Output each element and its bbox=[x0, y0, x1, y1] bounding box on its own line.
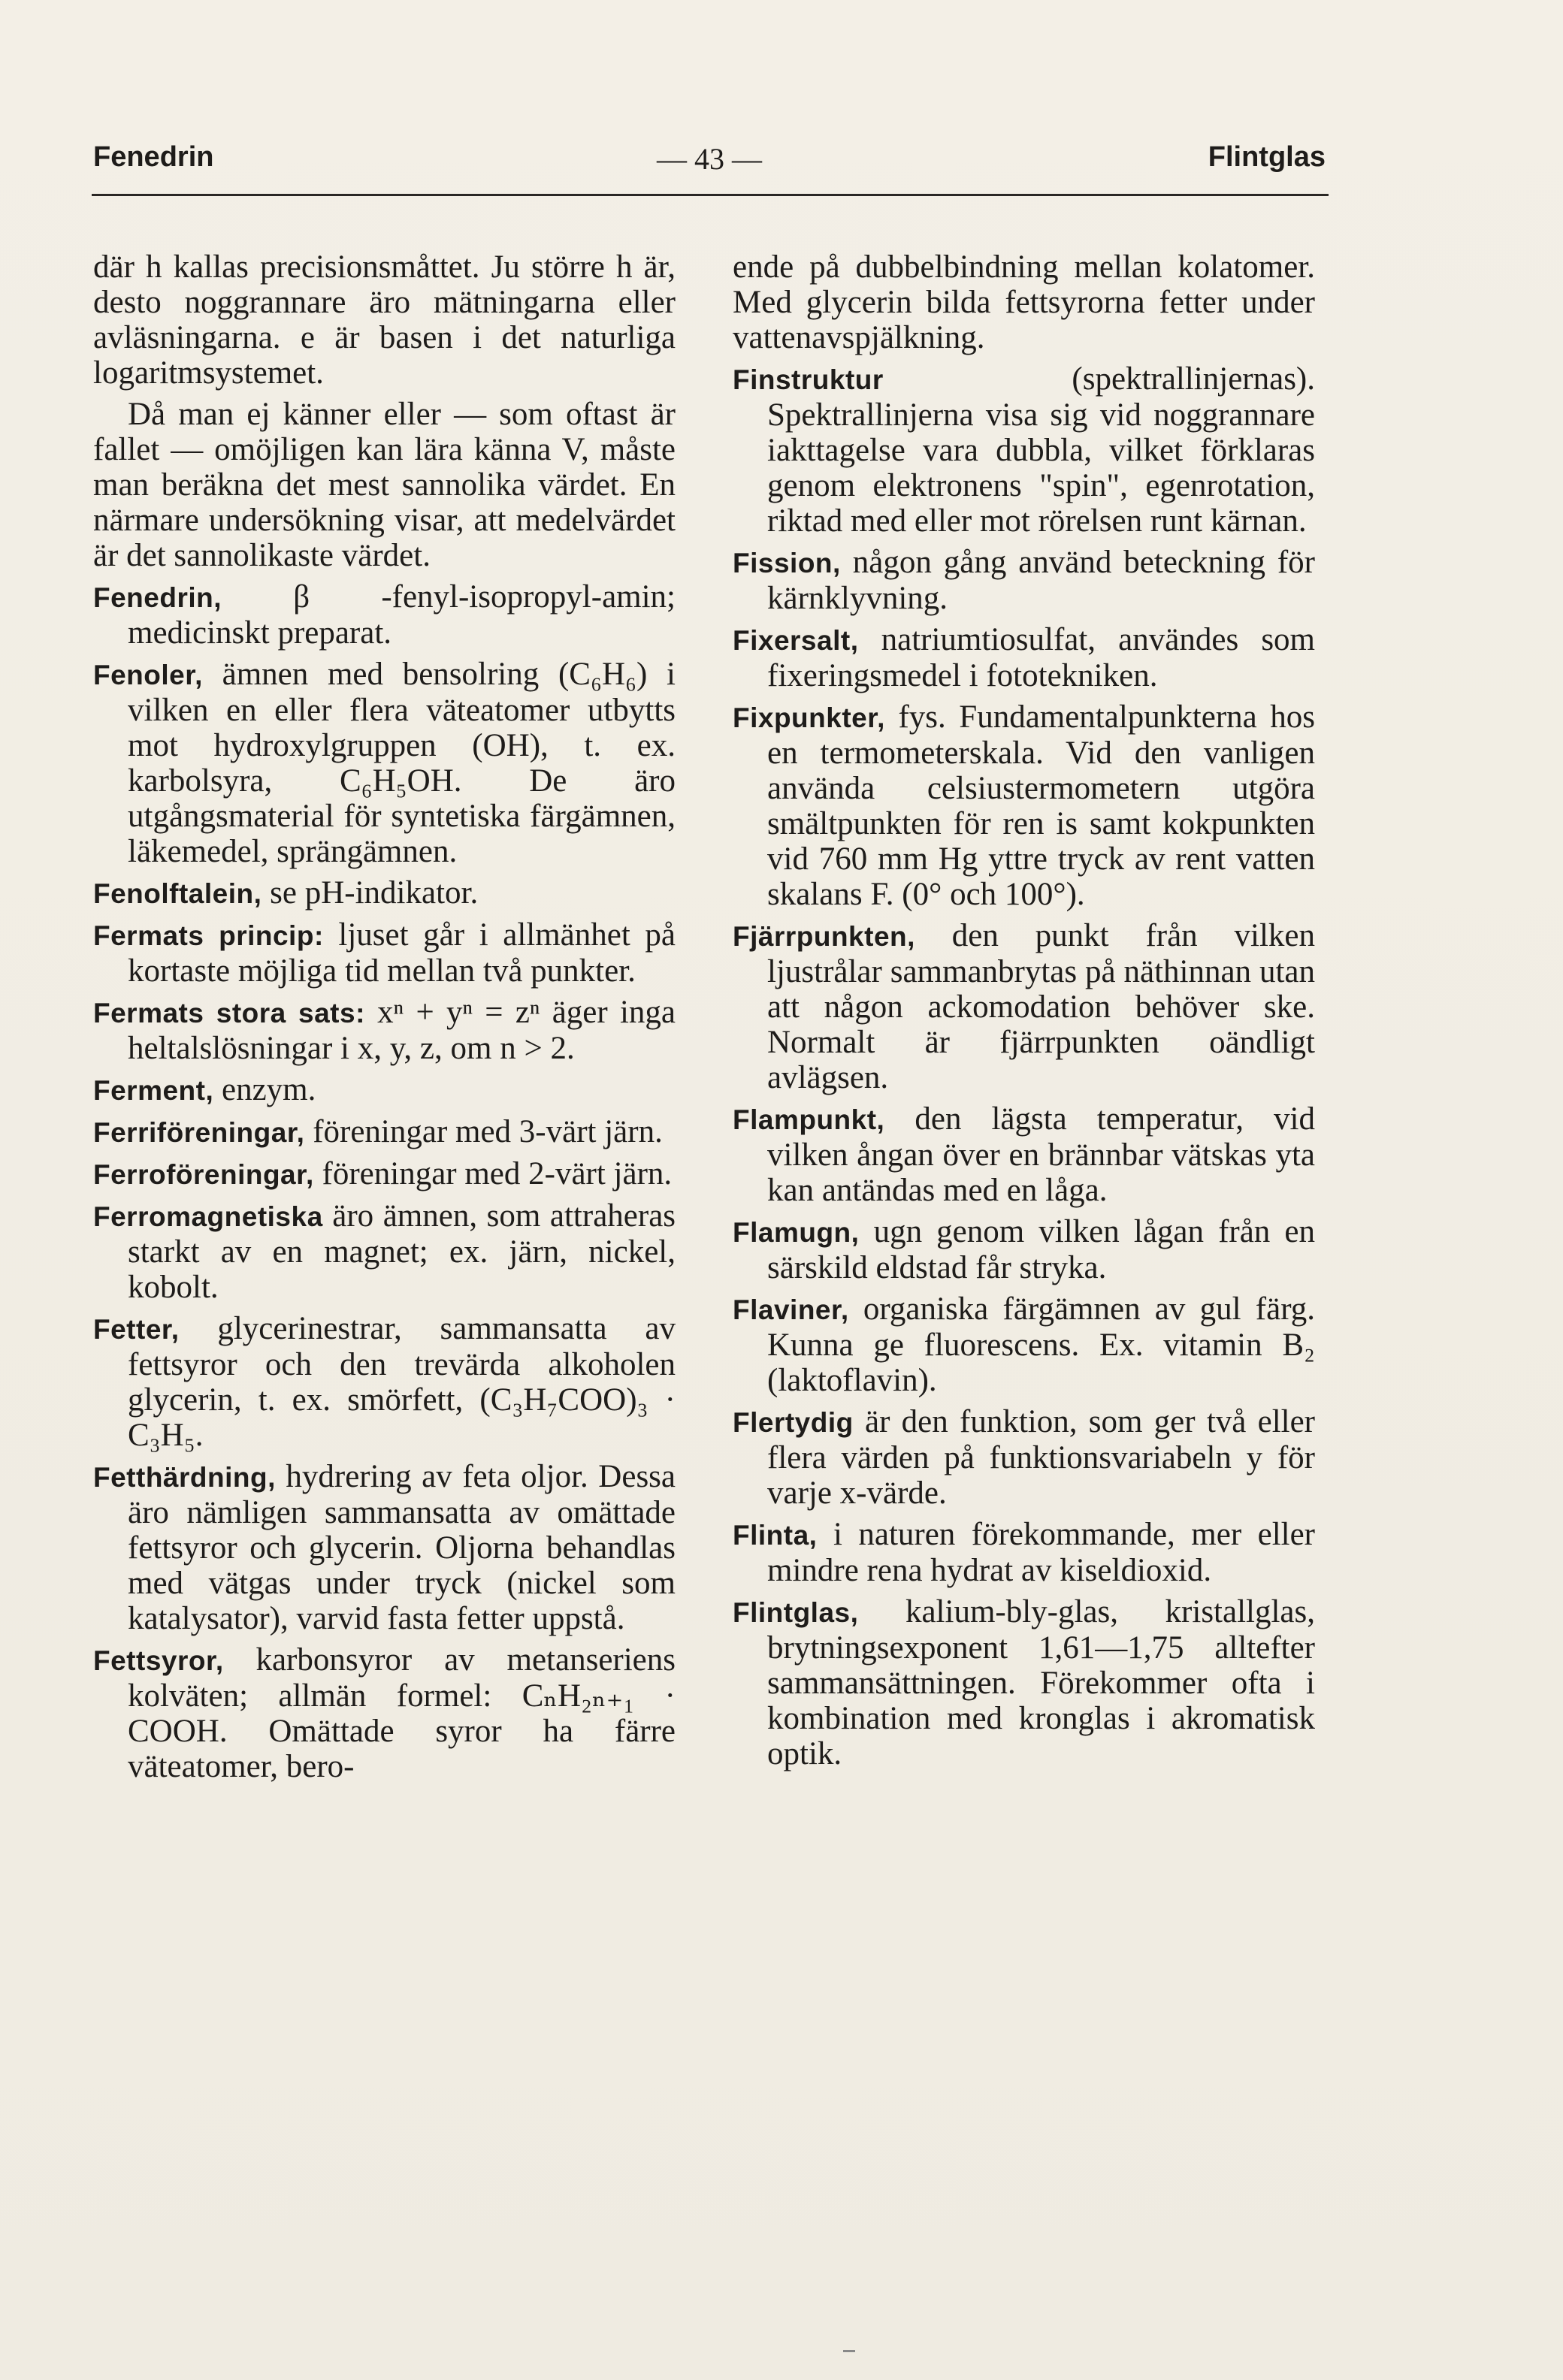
entry-ferriforeningar bbox=[93, 1114, 676, 1150]
entry-fenoler bbox=[93, 657, 676, 869]
entry-fenolftalein bbox=[93, 875, 676, 911]
header-left-guide-word: Fenedrin bbox=[93, 141, 214, 173]
entry-definition: ugn genom vilken lågan från en särskild eldstad får stryka. bbox=[767, 1214, 1315, 1285]
entry-definition: ämnen med bensolring (C₆H₆) i vilken en eller flera väteatomer utbytts mot hydroxylgruppen (OH), t. ex. karbolsyra, C₆H₅OH. De äro utgångsmaterial för syntetiska färgämnen, läkemedel, sprängämnen. bbox=[128, 657, 676, 869]
entry-term: Ferriföreningar, bbox=[93, 1117, 305, 1148]
entry-definition: föreningar med 2-värt järn. bbox=[322, 1156, 673, 1192]
entry-continuation: ende på dubbelbindning mellan kolatomer. Med glycerin bilda fettsyrorna fetter under vattenavspjälkning. bbox=[733, 249, 1315, 355]
left-column bbox=[93, 249, 676, 1790]
entry-fermats-princip bbox=[93, 917, 676, 989]
entry-definition: fys. Fundamentalpunkterna hos en termometerskala. Vid den vanligen använda celsiustermometern utgöra smältpunkten för ren is samt kokpunkten vid 760 mm Hg yttre tryck av rent vatten skalans F. (0° och 100°). bbox=[767, 699, 1315, 912]
page-number: — 43 — bbox=[657, 142, 762, 176]
entry-term: Ferroföreningar, bbox=[93, 1159, 314, 1190]
entry-ferroforeningar bbox=[93, 1156, 676, 1192]
entry-definition: någon gång använd beteckning för kärnklyvning. bbox=[767, 545, 1316, 616]
entry-definition: glycerinestrar, sammansatta av fettsyror och den trevärda alkoholen glycerin, t. ex. smörfett, (C₃H₇COO)₃ · C₃H₅. bbox=[128, 1311, 676, 1453]
entry-term: Fenoler, bbox=[93, 660, 203, 690]
entry-term: Fenedrin, bbox=[93, 582, 222, 613]
right-column bbox=[733, 249, 1315, 1777]
entry-definition: föreningar med 3-värt järn. bbox=[313, 1114, 663, 1149]
entry-definition: xⁿ + yⁿ = zⁿ äger inga heltalslösningar i x, y, z, om n > 2. bbox=[128, 995, 676, 1066]
entry-fixpunkter bbox=[733, 699, 1315, 912]
entry-definition: karbonsyror av metanseriens kolväten; allmän formel: CₙH₂ₙ₊₁ · COOH. Omättade syror ha färre väteatomer, bero- bbox=[128, 1642, 676, 1784]
entry-term: Finstruktur bbox=[733, 364, 884, 395]
entry-term: Fetter, bbox=[93, 1314, 180, 1345]
entry-definition: kalium-bly-glas, kristallglas, brytningsexponent 1,61—1,75 alltefter sammansättningen. Förekommer ofta i kombination med kronglas i akromatisk optik. bbox=[767, 1594, 1315, 1771]
entry-term: Fermats stora sats: bbox=[93, 998, 365, 1028]
entry-ferromagnetiska bbox=[93, 1198, 676, 1305]
entry-definition: (spektrallinjernas). Spektrallinjerna visa sig vid noggrannare iakttagelse vara dubbla, vilket förklaras genom elektronens "spin", egenrotation, riktad med eller mot rörelsen runt kärnan. bbox=[767, 361, 1315, 539]
entry-flintglas bbox=[733, 1594, 1315, 1771]
entry-term: Fetthärdning, bbox=[93, 1462, 276, 1493]
entry-term: Flamugn, bbox=[733, 1217, 860, 1248]
entry-ferment bbox=[93, 1072, 676, 1108]
entry-fetter bbox=[93, 1311, 676, 1453]
entry-fettsyror bbox=[93, 1642, 676, 1784]
entry-term: Ferromagnetiska bbox=[93, 1201, 323, 1232]
entry-term: Fission, bbox=[733, 548, 841, 578]
entry-term: Fettsyror, bbox=[93, 1645, 224, 1676]
entry-term: Fenolftalein, bbox=[93, 878, 262, 909]
entry-fjarrpunkten bbox=[733, 918, 1315, 1095]
entry-definition: i naturen förekommande, mer eller mindre rena hydrat av kiseldioxid. bbox=[767, 1517, 1315, 1588]
entry-definition: natriumtiosulfat, användes som fixeringsmedel i fototekniken. bbox=[767, 622, 1315, 693]
entry-paragraph: Då man ej känner eller — som oftast är fallet — omöjligen kan lära känna V, måste man beräkna det mest sannolika värdet. En närmare undersökning visar, att medelvärdet är det sannolikaste värdet. bbox=[93, 397, 676, 573]
entry-fission bbox=[733, 545, 1315, 616]
entry-definition: äro ämnen, som attraheras starkt av en magnet; ex. järn, nickel, kobolt. bbox=[128, 1198, 676, 1305]
entry-term: Flaviner, bbox=[733, 1294, 849, 1325]
print-mark bbox=[843, 2350, 855, 2352]
entry-term: Flampunkt, bbox=[733, 1104, 885, 1135]
entry-term: Fixersalt, bbox=[733, 625, 859, 656]
running-header bbox=[93, 141, 1326, 186]
entry-definition: den punkt från vilken ljustrålar sammanbrytas på näthinnan utan att någon ackomodation behöver ske. Normalt är fjärrpunkten oändligt avlägsen. bbox=[767, 918, 1315, 1095]
entry-finstruktur bbox=[733, 361, 1315, 539]
header-right-guide-word: Flintglas bbox=[1208, 141, 1326, 173]
entry-continuation: där h kallas precisionsmåttet. Ju större h är, desto noggrannare äro mätningarna eller avläsningarna. e är basen i det naturliga logaritmsystemet. bbox=[93, 249, 676, 391]
entry-flinta bbox=[733, 1517, 1315, 1588]
entry-flamugn bbox=[733, 1214, 1315, 1285]
entry-fermats-stora-sats bbox=[93, 995, 676, 1066]
header-rule bbox=[92, 194, 1329, 196]
entry-fixersalt bbox=[733, 622, 1315, 693]
entry-flaviner bbox=[733, 1291, 1315, 1398]
entry-definition: den lägsta temperatur, vid vilken ångan över en brännbar vätskas yta kan antändas med en låga. bbox=[767, 1101, 1315, 1208]
entry-term: Flertydig bbox=[733, 1407, 854, 1438]
entry-flertydig bbox=[733, 1404, 1315, 1511]
entry-definition: ljuset går i allmänhet på kortaste möjliga tid mellan två punkter. bbox=[128, 917, 676, 989]
entry-fetthardning bbox=[93, 1459, 676, 1636]
entry-definition: hydrering av feta oljor. Dessa äro nämligen sammansatta av omättade fettsyror och glycerin. Oljorna behandlas med vätgas under tryck (nickel som katalysator), varvid fasta fetter uppstå. bbox=[128, 1459, 676, 1636]
entry-definition: β -fenyl-isopropyl-amin; medicinskt preparat. bbox=[128, 579, 676, 651]
entry-definition: enzym. bbox=[222, 1072, 316, 1107]
entry-term: Flintglas, bbox=[733, 1597, 859, 1628]
entry-term: Fermats princip: bbox=[93, 920, 324, 951]
entry-term: Flinta, bbox=[733, 1520, 818, 1551]
entry-term: Fixpunkter, bbox=[733, 702, 885, 733]
entry-term: Fjärrpunkten, bbox=[733, 921, 915, 952]
entry-flampunkt bbox=[733, 1101, 1315, 1208]
entry-definition: organiska färgämnen av gul färg. Kunna ge fluorescens. Ex. vitamin B₂ (laktoflavin). bbox=[767, 1291, 1315, 1398]
entry-definition: se pH-indikator. bbox=[270, 875, 479, 911]
entry-definition: är den funktion, som ger två eller flera värden på funktionsvariabeln y för varje x-värde. bbox=[767, 1404, 1315, 1511]
entry-term: Ferment, bbox=[93, 1075, 214, 1106]
entry-fenedrin bbox=[93, 579, 676, 651]
